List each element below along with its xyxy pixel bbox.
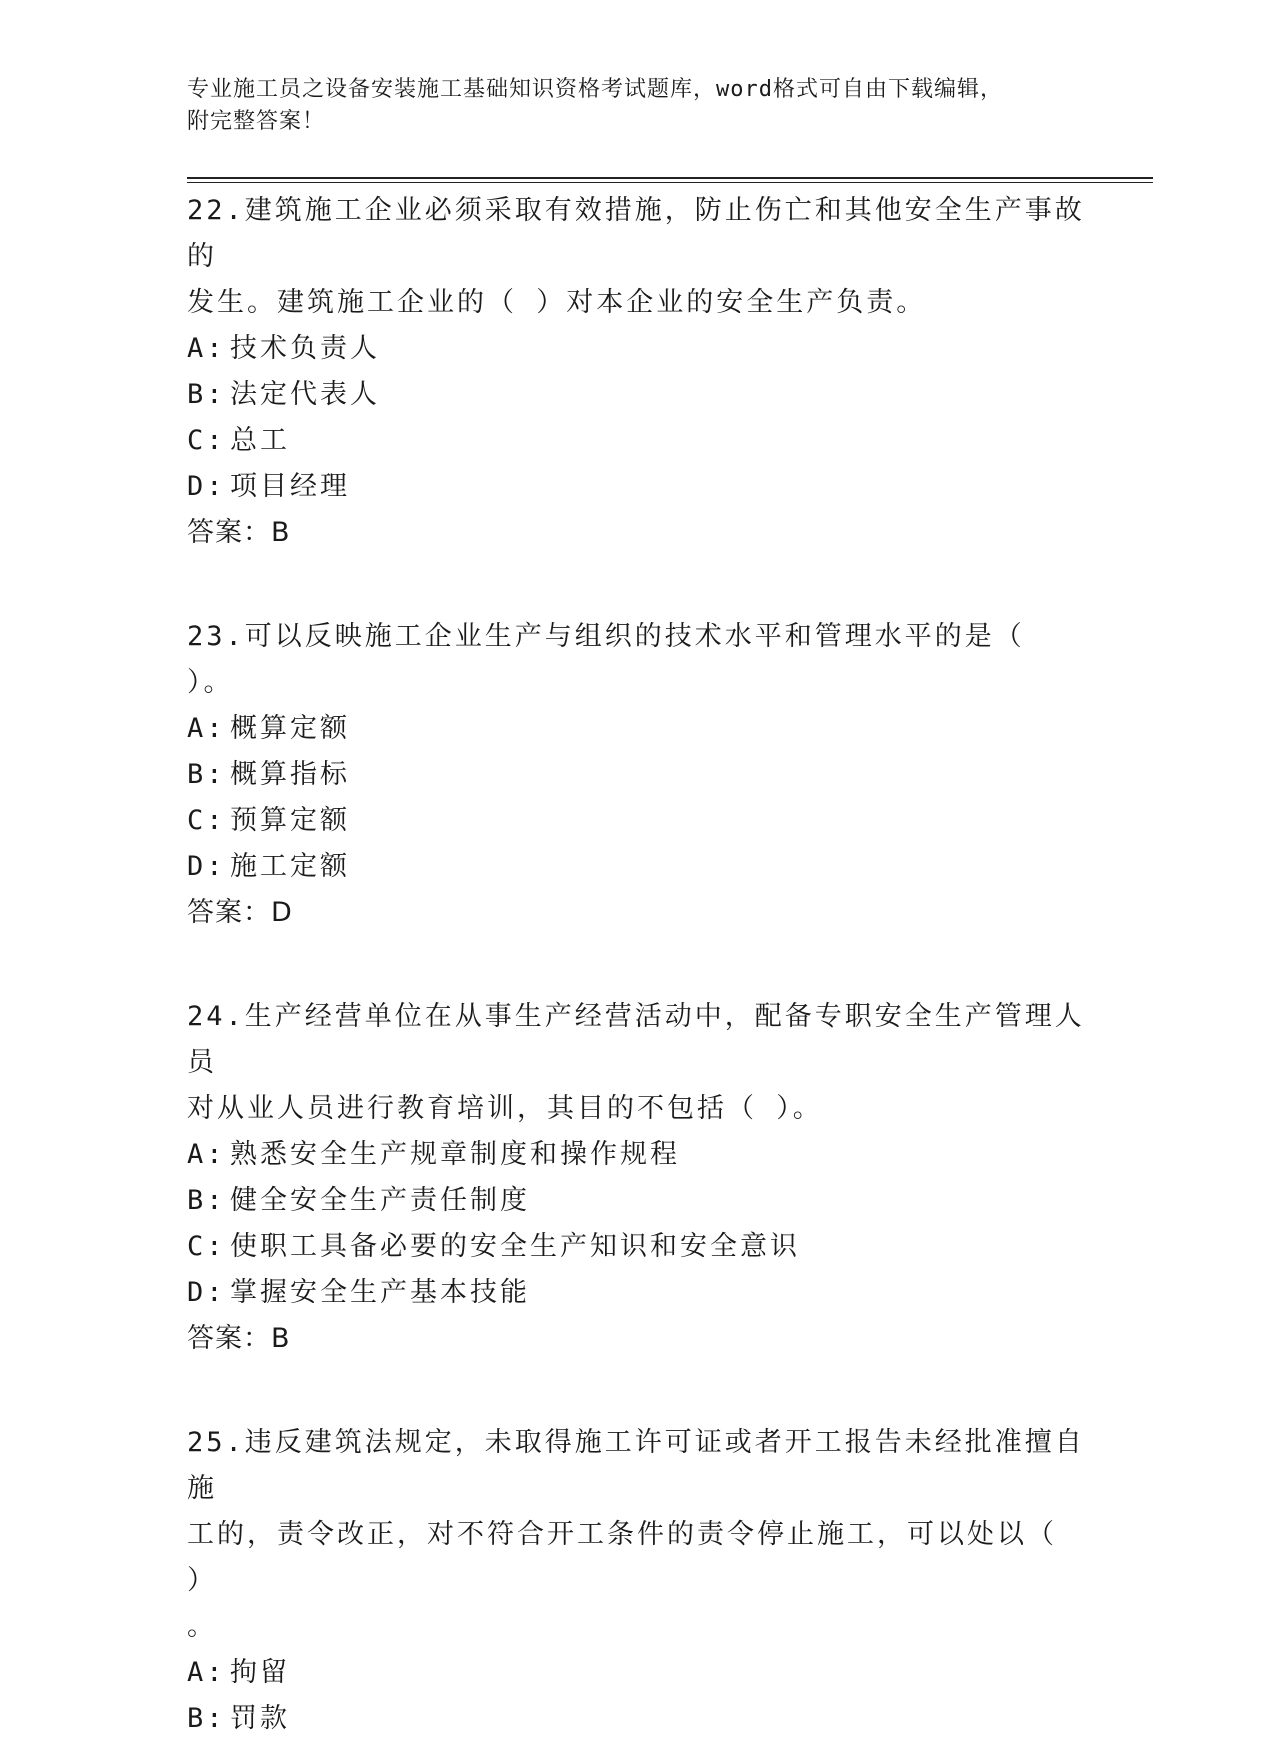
- option-label: C:: [187, 805, 226, 836]
- question-list: [187, 188, 1087, 1742]
- question-text: [187, 188, 1087, 326]
- option-b: [187, 752, 1087, 798]
- option-d: [187, 464, 1087, 510]
- question-text: [187, 994, 1087, 1132]
- option-label: C:: [187, 425, 226, 456]
- option-text: 熟悉安全生产规章制度和操作规程: [230, 1139, 680, 1170]
- option-label: A:: [187, 333, 226, 364]
- option-label: C:: [187, 1231, 226, 1262]
- option-d: [187, 1270, 1087, 1316]
- question-spacer: [187, 556, 1087, 614]
- answer-line: 答案：B: [187, 517, 291, 548]
- option-text: 法定代表人: [230, 379, 380, 410]
- question-line: 。: [187, 1611, 217, 1642]
- question-22: [187, 188, 1087, 556]
- question-line: 工的，责令改正，对不符合开工条件的责令停止施工，可以处以（ ）: [187, 1519, 1057, 1596]
- option-label: D:: [187, 471, 226, 502]
- option-c: [187, 1224, 1087, 1270]
- option-label: A:: [187, 1657, 226, 1688]
- option-a: [187, 1650, 1087, 1696]
- option-a: [187, 706, 1087, 752]
- option-text: 使职工具备必要的安全生产知识和安全意识: [230, 1231, 800, 1262]
- option-b: [187, 1178, 1087, 1224]
- option-label: B:: [187, 379, 226, 410]
- question-line: 25.违反建筑法规定，未取得施工许可证或者开工报告未经批准擅自施: [187, 1427, 1085, 1504]
- option-label: A:: [187, 713, 226, 744]
- option-text: 总工: [230, 425, 290, 456]
- question-24: [187, 994, 1087, 1362]
- option-label: B:: [187, 1185, 226, 1216]
- question-text: [187, 1420, 1087, 1650]
- question-text: [187, 614, 1087, 706]
- option-c: [187, 798, 1087, 844]
- question-line: 24.生产经营单位在从事生产经营活动中，配备专职安全生产管理人员: [187, 1001, 1085, 1078]
- option-text: 项目经理: [230, 471, 350, 502]
- question-line: 发生。建筑施工企业的（ ）对本企业的安全生产负责。: [187, 287, 927, 318]
- option-text: 施工定额: [230, 851, 350, 882]
- option-text: 健全安全生产责任制度: [230, 1185, 530, 1216]
- option-d: [187, 844, 1087, 890]
- question-25: [187, 1420, 1087, 1742]
- header-divider-thin: [187, 182, 1153, 183]
- question-line: 对从业人员进行教育培训，其目的不包括（ ）。: [187, 1093, 823, 1124]
- header-divider-thick: [187, 177, 1153, 179]
- option-b: [187, 372, 1087, 418]
- option-label: A:: [187, 1139, 226, 1170]
- document-header: [187, 74, 1087, 138]
- question-spacer: [187, 936, 1087, 994]
- option-text: 概算指标: [230, 759, 350, 790]
- option-a: [187, 326, 1087, 372]
- option-b: [187, 1696, 1087, 1742]
- question-spacer: [187, 1362, 1087, 1420]
- option-text: 预算定额: [230, 805, 350, 836]
- answer-line: 答案：B: [187, 1323, 291, 1354]
- answer-line: 答案：D: [187, 897, 293, 928]
- option-text: 拘留: [230, 1657, 290, 1688]
- question-23: [187, 614, 1087, 936]
- option-text: 概算定额: [230, 713, 350, 744]
- header-line-2: 附完整答案！: [187, 109, 326, 134]
- option-c: [187, 418, 1087, 464]
- option-text: 技术负责人: [230, 333, 380, 364]
- question-line: 22.建筑施工企业必须采取有效措施，防止伤亡和其他安全生产事故的: [187, 195, 1085, 272]
- option-label: B:: [187, 1703, 226, 1734]
- option-label: D:: [187, 1277, 226, 1308]
- option-label: B:: [187, 759, 226, 790]
- option-a: [187, 1132, 1087, 1178]
- option-label: D:: [187, 851, 226, 882]
- question-line: 23.可以反映施工企业生产与组织的技术水平和管理水平的是（ ）。: [187, 621, 1025, 698]
- option-text: 罚款: [230, 1703, 290, 1734]
- header-line-1: 专业施工员之设备安装施工基础知识资格考试题库，word格式可自由下载编辑，: [187, 77, 1003, 102]
- option-text: 掌握安全生产基本技能: [230, 1277, 530, 1308]
